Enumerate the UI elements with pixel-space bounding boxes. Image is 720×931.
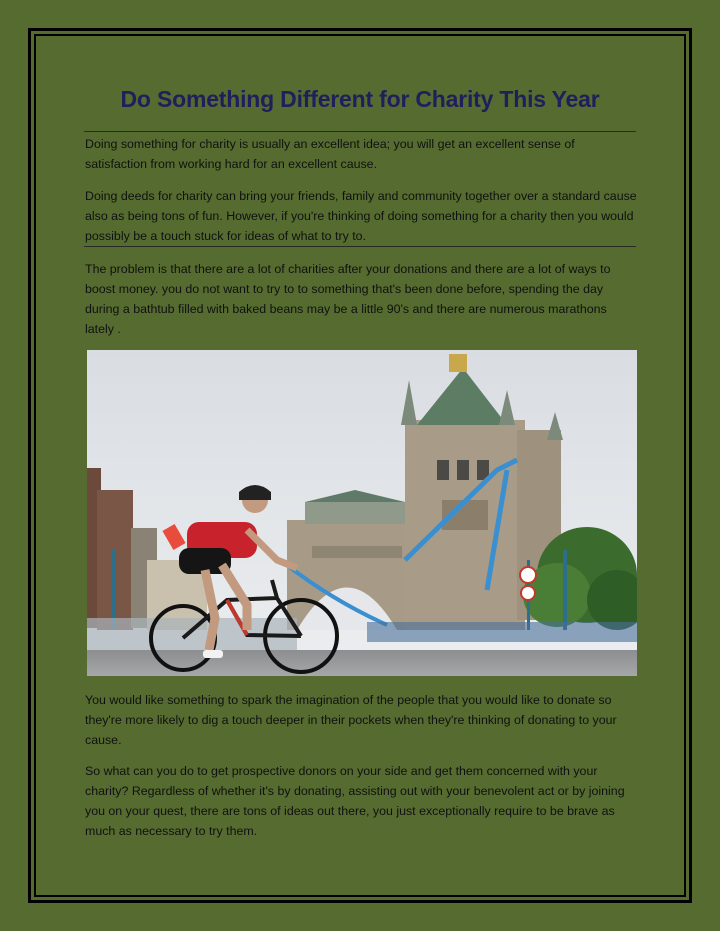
paragraph-4-text: You would like something to spark the imagination of the people that you would like to donate so they're more likely to dig a touch deeper in their pockets when they're thinking of donating to your cause.	[85, 693, 617, 747]
divider-top	[84, 131, 636, 132]
paragraph-2-text: Doing deeds for charity can bring your friends, family and community together over a standard cause also as being tons of fun. However, if you're thinking of doing something for a charity then you would possibly be a touch stuck for ideas of what to try to.	[85, 189, 637, 243]
document-title: Do Something Different for Charity This Year	[120, 86, 600, 112]
paragraph-1-text: Doing something for charity is usually an excellent idea; you will get an excellent sense of satisfaction from working hard for an excellent cause.	[85, 137, 575, 171]
divider-middle	[84, 246, 636, 247]
paragraph-4	[85, 690, 637, 750]
paragraph-5	[85, 761, 637, 841]
cyclist-tower-bridge-photo	[87, 350, 637, 676]
paragraph-2	[85, 186, 637, 246]
paragraph-3-text: The problem is that there are a lot of charities after your donations and there are a lot of ways to boost money. you do not want to try to to something that's been done before, spending the day during a bathtub filled with baked beans may be a little 90's and there are numerous marathons lately .	[85, 262, 611, 336]
paragraph-3	[85, 259, 637, 339]
paragraph-5-text: So what can you do to get prospective donors on your side and get them concerned with your charity? Regardless of whether it's by donating, assisting out with your benevolent act or by joining you on your quest, there are tons of ideas out there, you just exceptionally require to be brave as much as necessary to try them.	[85, 764, 625, 838]
paragraph-1	[85, 134, 637, 174]
